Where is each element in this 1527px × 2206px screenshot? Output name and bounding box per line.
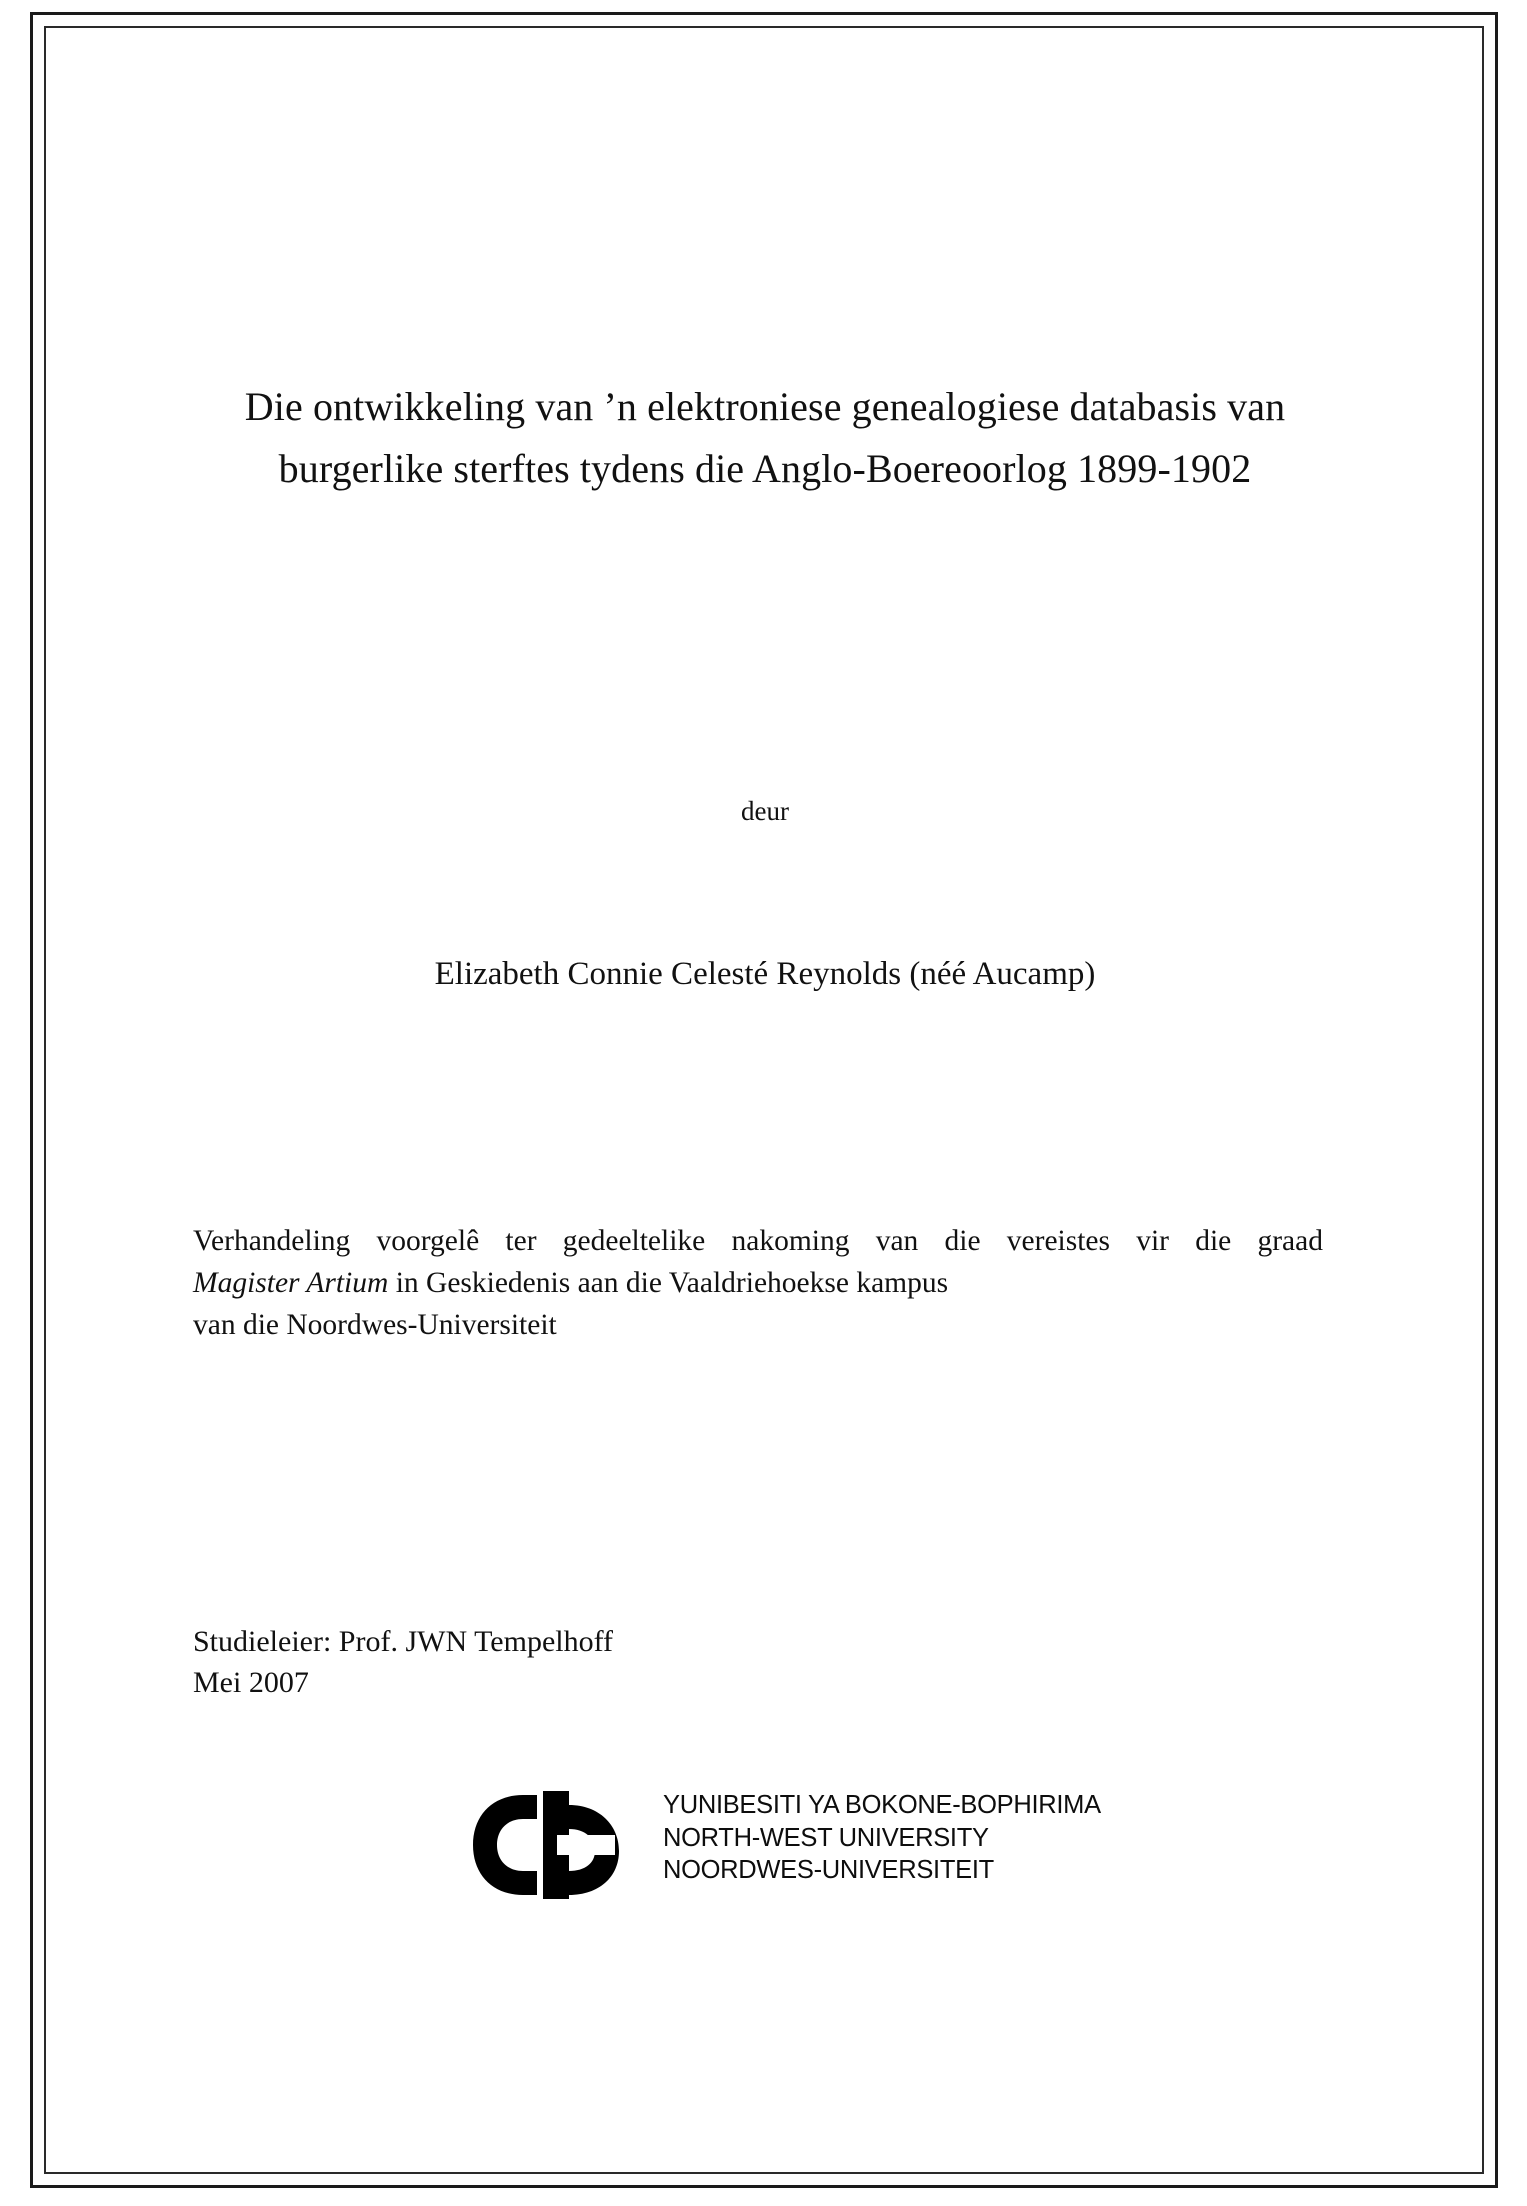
- page-title: [185, 376, 1345, 500]
- page-content: [185, 26, 1345, 2174]
- author-name: Elizabeth Connie Celesté Reynolds (néé Aucamp): [434, 956, 1096, 992]
- logo-text-line-3: NOORDWES-UNIVERSITEIT: [663, 1856, 994, 1885]
- logo-text: [663, 1789, 1101, 1887]
- degree-statement-part-2: in Geskiedenis aan die Vaaldriehoekse kampus: [395, 1266, 949, 1299]
- degree-statement: [193, 1221, 1323, 1347]
- supervisor-block: [193, 1621, 1093, 1703]
- degree-statement-line-1: [193, 1221, 1323, 1263]
- title-line-1: Die ontwikkeling van ’n elektroniese genealogiese databasis van: [244, 384, 1286, 429]
- university-logo: [465, 1781, 1185, 1911]
- title-line-2: burgerlike sterftes tydens die Anglo-Boereoorlog 1899-1902: [278, 446, 1252, 491]
- logo-text-line-2: NORTH-WEST UNIVERSITY: [663, 1823, 989, 1852]
- logo-text-line-1: YUNIBESITI YA BOKONE-BOPHIRIMA: [663, 1791, 1101, 1819]
- degree-statement-line-3: van die Noordwes-Universiteit: [193, 1308, 557, 1341]
- by-label: deur: [741, 796, 789, 826]
- degree-statement-line-2: [193, 1263, 1323, 1305]
- degree-name: Magister Artium: [193, 1266, 389, 1299]
- submission-date: Mei 2007: [193, 1666, 309, 1700]
- nwu-logo-icon: [465, 1791, 655, 1899]
- supervisor-name: Studieleier: Prof. JWN Tempelhoff: [193, 1625, 614, 1658]
- degree-statement-part-1: Verhandeling voorgelê ter gedeeltelike nakoming van die vereistes vir die graad: [193, 1225, 1323, 1257]
